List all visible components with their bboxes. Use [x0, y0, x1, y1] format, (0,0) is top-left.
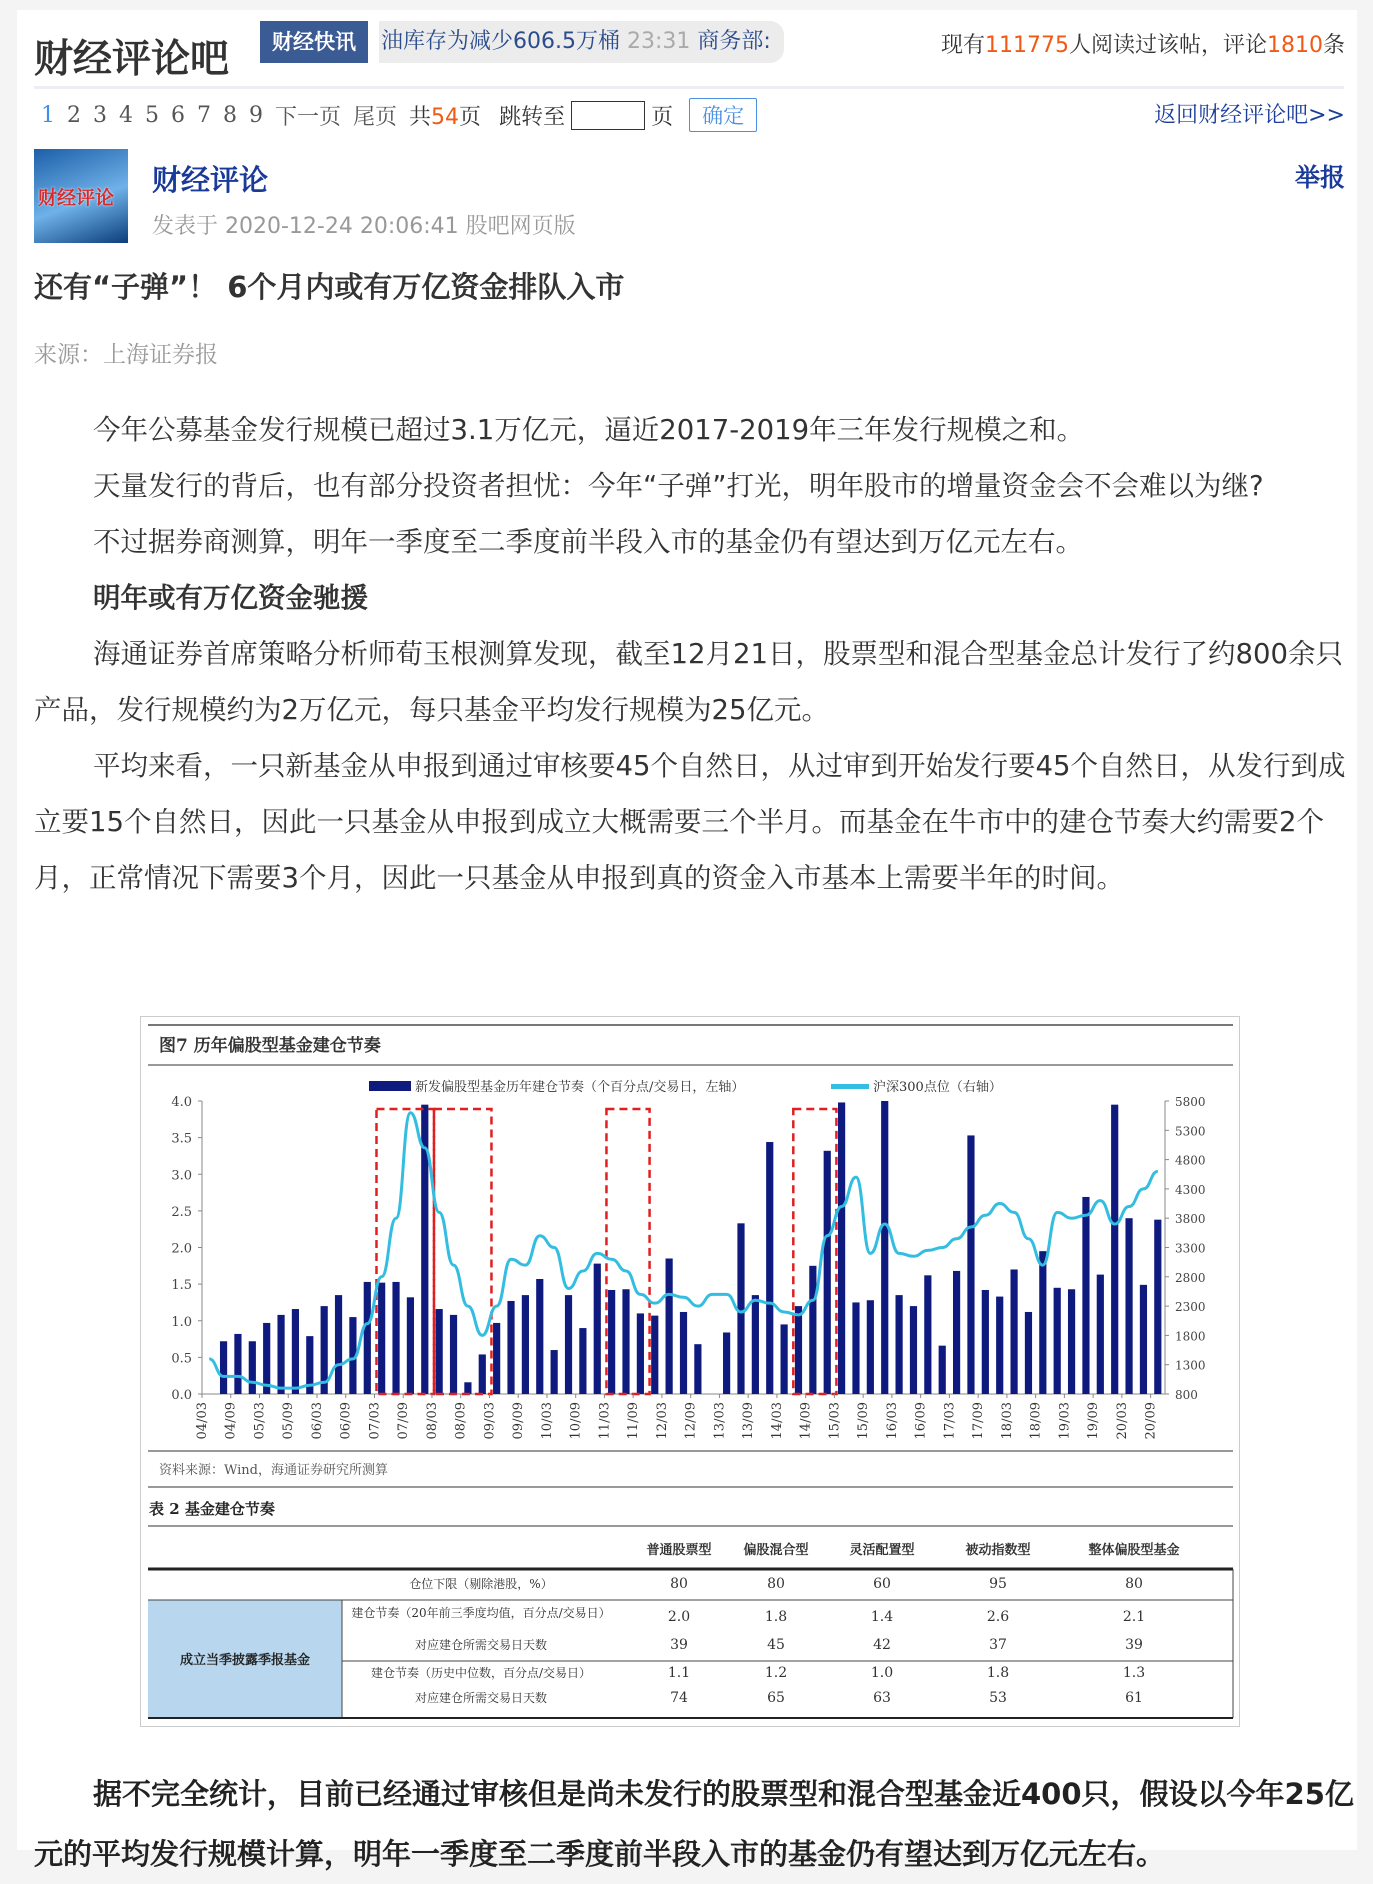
next-page-link[interactable]: 下一页 — [275, 104, 342, 130]
bar — [622, 1289, 629, 1394]
bar — [939, 1346, 946, 1394]
ticker-next[interactable]: 商务部: — [697, 29, 771, 54]
paragraph: 据不完全统计，目前已经通过审核但是尚未发行的股票型和混合型基金近400只，假设以今年25亿元的平均发行规模计算，明年一季度至二季度前半段入市的基金仍有望达到万亿元左右。 — [34, 1777, 1354, 1871]
y-right-tick-label: 3300 — [1175, 1241, 1206, 1256]
table-cell: 1.8 — [764, 1609, 788, 1625]
bar — [450, 1315, 457, 1394]
bar — [1054, 1288, 1061, 1394]
bar — [464, 1382, 471, 1394]
x-tick-label: 05/03 — [252, 1402, 268, 1440]
y-right-tick-label: 4300 — [1175, 1182, 1206, 1197]
legend-line-swatch — [831, 1084, 869, 1089]
x-tick-label: 11/09 — [626, 1402, 642, 1440]
y-right-tick-label: 3800 — [1175, 1212, 1206, 1227]
y-left-tick-label: 3.5 — [171, 1131, 192, 1147]
x-tick-label: 07/03 — [367, 1402, 383, 1440]
table-cell: 61 — [1125, 1690, 1143, 1706]
avatar[interactable] — [34, 149, 128, 243]
stats-mid: 人阅读过该帖，评论 — [1068, 33, 1267, 58]
read-stats — [941, 28, 1345, 59]
page-link-9[interactable]: 9 — [249, 102, 263, 128]
page-link-5[interactable]: 5 — [145, 102, 159, 128]
table-cell: 39 — [670, 1637, 688, 1653]
x-tick-label: 09/09 — [511, 1402, 527, 1440]
table-row-label: 仓位下限（剔除港股，%） — [409, 1577, 553, 1591]
x-tick-label: 07/09 — [396, 1402, 412, 1440]
bar — [551, 1350, 558, 1394]
table-cell: 45 — [767, 1637, 785, 1653]
bar — [536, 1279, 543, 1394]
bar — [795, 1306, 802, 1394]
bar — [277, 1315, 284, 1394]
post-page — [17, 10, 1357, 1871]
table-cell: 1.8 — [986, 1665, 1010, 1681]
bar — [1082, 1197, 1089, 1394]
bar — [752, 1295, 759, 1394]
page-link-7[interactable]: 7 — [197, 102, 211, 128]
bar — [1039, 1251, 1046, 1394]
x-tick-label: 08/03 — [424, 1402, 440, 1440]
table-row-label: 建仓节奏（历史中位数，百分点/交易日） — [370, 1666, 592, 1680]
table-cell: 65 — [767, 1690, 785, 1706]
legend-line-label: 沪深300点位（右轴） — [873, 1080, 1002, 1095]
bar — [996, 1297, 1003, 1394]
post-source: 来源：上海证券报 — [34, 342, 218, 368]
x-tick-label: 17/09 — [971, 1402, 987, 1440]
x-tick-label: 10/03 — [539, 1402, 555, 1440]
y-right-tick-label: 5300 — [1175, 1124, 1206, 1139]
bar — [680, 1312, 687, 1394]
bar — [694, 1344, 701, 1394]
bar — [838, 1102, 845, 1394]
table-cell: 53 — [989, 1690, 1007, 1706]
page-link-8[interactable]: 8 — [223, 102, 237, 128]
bar — [608, 1290, 615, 1394]
table-cell: 80 — [670, 1576, 688, 1592]
bar — [852, 1302, 859, 1394]
x-tick-label: 08/09 — [453, 1402, 469, 1440]
chart-image — [140, 1016, 1240, 1727]
bar — [392, 1282, 399, 1394]
bar — [723, 1332, 730, 1394]
bar — [594, 1264, 601, 1394]
table-cell: 2.1 — [1122, 1609, 1146, 1625]
bar — [1010, 1269, 1017, 1394]
table-cell: 1.3 — [1122, 1665, 1146, 1681]
bar — [982, 1290, 989, 1394]
comment-count: 1810 — [1266, 33, 1323, 58]
bar — [809, 1266, 816, 1394]
bar — [364, 1282, 371, 1394]
bar — [436, 1309, 443, 1394]
x-tick-label: 20/09 — [1143, 1402, 1159, 1440]
bar — [896, 1295, 903, 1394]
total-pages: 共54页 — [409, 104, 482, 130]
bar — [781, 1324, 788, 1394]
x-tick-label: 18/03 — [999, 1402, 1015, 1440]
bar — [1068, 1289, 1075, 1394]
bar — [1154, 1220, 1161, 1394]
table-cell: 63 — [873, 1690, 891, 1706]
bar — [1025, 1312, 1032, 1394]
x-tick-label: 06/09 — [338, 1402, 354, 1440]
stats-suffix: 条 — [1322, 33, 1345, 58]
table-column-header: 灵活配置型 — [849, 1543, 915, 1558]
bar — [579, 1328, 586, 1394]
bar — [766, 1142, 773, 1394]
stats-prefix: 现有 — [940, 33, 985, 58]
legend-bar-label: 新发偏股型基金历年建仓节奏（个百分点/交易日，左轴） — [415, 1080, 745, 1095]
bar — [234, 1334, 241, 1394]
paragraph: 今年公募基金发行规模已超过3.1万亿元，逼近2017-2019年三年发行规模之和。 — [93, 414, 1085, 446]
table-title: 表 2 基金建仓节奏 — [149, 1500, 275, 1518]
chart-svg — [141, 1017, 1241, 1728]
page-link-4[interactable]: 4 — [119, 102, 133, 128]
bar — [967, 1135, 974, 1394]
y-right-tick-label: 4800 — [1175, 1153, 1206, 1168]
last-page-link[interactable]: 尾页 — [353, 104, 398, 130]
page-unit: 页 — [651, 104, 674, 130]
table-cell: 80 — [1125, 1576, 1143, 1592]
x-tick-label: 10/09 — [568, 1402, 584, 1440]
x-tick-label: 20/03 — [1114, 1402, 1130, 1440]
table-column-header: 被动指数型 — [965, 1543, 1031, 1558]
bar — [666, 1258, 673, 1394]
y-right-tick-label: 2300 — [1175, 1300, 1206, 1315]
y-right-tick-label: 1300 — [1175, 1358, 1206, 1373]
y-left-tick-label: 1.5 — [171, 1278, 192, 1294]
ticker-time: 23:31 — [626, 29, 691, 54]
x-tick-label: 11/03 — [597, 1402, 613, 1440]
x-tick-label: 19/03 — [1057, 1402, 1073, 1440]
bar — [522, 1295, 529, 1394]
page-link-1[interactable]: 1 — [41, 102, 55, 128]
news-flash-badge[interactable]: 财经快讯 — [260, 21, 368, 63]
table-cell: 1.4 — [870, 1609, 894, 1625]
bar — [1125, 1218, 1132, 1394]
table-cell: 37 — [989, 1637, 1007, 1653]
back-to-forum-link[interactable]: 返回财经评论吧>> — [1154, 103, 1345, 128]
table-column-header: 整体偏股型基金 — [1088, 1543, 1180, 1558]
table-column-header: 普通股票型 — [646, 1543, 712, 1558]
bar — [378, 1283, 385, 1394]
jump-label: 跳转至 — [499, 104, 566, 130]
confirm-button[interactable]: 确定 — [689, 98, 757, 132]
x-tick-label: 12/03 — [654, 1402, 670, 1440]
table-row-label: 建仓节奏（20年前三季度均值，百分点/交易日） — [351, 1606, 611, 1620]
bar — [335, 1295, 342, 1394]
bar — [924, 1275, 931, 1394]
x-tick-label: 05/09 — [281, 1402, 297, 1440]
bar — [910, 1306, 917, 1394]
table-row-label: 对应建仓所需交易日天数 — [414, 1638, 548, 1652]
x-tick-label: 15/09 — [856, 1402, 872, 1440]
bar — [953, 1271, 960, 1394]
page-link-2[interactable]: 2 — [67, 102, 81, 128]
bar — [479, 1354, 486, 1394]
x-tick-label: 06/03 — [309, 1402, 325, 1440]
x-tick-label: 04/09 — [223, 1402, 239, 1440]
ticker-text[interactable]: 油库存为减少606.5万桶 — [381, 29, 620, 54]
bar — [881, 1101, 888, 1394]
x-tick-label: 04/03 — [195, 1402, 210, 1440]
paragraph: 不过据券商测算，明年一季度至二季度前半段入市的基金仍有望达到万亿元左右。 — [93, 526, 1083, 558]
y-left-tick-label: 2.5 — [171, 1204, 192, 1220]
paragraph: 海通证券首席策略分析师荀玉根测算发现，截至12月21日，股票型和混合型基金总计发行了约800余只产品，发行规模约为2万亿元，每只基金平均发行规模为25亿元。 — [34, 638, 1343, 726]
post-body-continued — [34, 1764, 1354, 1884]
bar — [407, 1297, 414, 1394]
x-tick-label: 18/09 — [1028, 1402, 1044, 1440]
y-left-tick-label: 0.0 — [171, 1388, 192, 1403]
news-ticker[interactable] — [379, 21, 784, 63]
y-right-tick-label: 5800 — [1175, 1095, 1206, 1109]
paragraph: 平均来看，一只新基金从申报到通过审核要45个自然日，从过审到开始发行要45个自然日，从发行到成立要15个自然日，因此一只基金从申报到成立大概需要三个半月。而基金在牛市中的建仓节奏大约需要2个月，正常情况下需要3个月，因此一只基金从申报到真的资金入市基本上需要半年的时间。 — [34, 750, 1346, 894]
table-cell: 2.6 — [986, 1609, 1010, 1625]
bar — [249, 1341, 256, 1394]
bar — [824, 1151, 831, 1394]
table-cell: 74 — [670, 1690, 688, 1706]
chart-title: 图7 历年偏股型基金建仓节奏 — [159, 1036, 381, 1056]
bar — [867, 1300, 874, 1394]
table-cell: 60 — [873, 1576, 891, 1592]
read-count: 111775 — [984, 33, 1069, 58]
page-link-6[interactable]: 6 — [171, 102, 185, 128]
table-cell: 39 — [1125, 1637, 1143, 1653]
legend-bar-swatch — [369, 1081, 411, 1091]
avatar-logo-text: 财经评论 — [38, 187, 115, 209]
y-left-tick-label: 2.0 — [171, 1241, 192, 1257]
paragraph: 天量发行的背后，也有部分投资者担忧：今年“子弹”打光，明年股市的增量资金会不会难以为继? — [93, 470, 1264, 502]
post-headline: 还有“子弹”！ 6个月内或有万亿资金排队入市 — [34, 270, 625, 304]
x-tick-label: 09/03 — [482, 1402, 498, 1440]
jump-page-input[interactable] — [571, 101, 645, 130]
bar — [1140, 1285, 1147, 1394]
pagination — [41, 98, 757, 132]
bar — [263, 1323, 270, 1394]
post-body — [34, 402, 1354, 906]
y-left-tick-label: 1.0 — [171, 1314, 192, 1330]
table-cell: 95 — [989, 1576, 1007, 1592]
x-tick-label: 16/03 — [884, 1402, 900, 1440]
report-link[interactable]: 举报 — [1294, 163, 1345, 192]
table-cell: 80 — [767, 1576, 785, 1592]
bar — [737, 1223, 744, 1394]
x-tick-label: 15/03 — [827, 1402, 843, 1440]
y-left-tick-label: 4.0 — [171, 1095, 192, 1110]
x-tick-label: 13/09 — [741, 1402, 757, 1440]
bar — [637, 1313, 644, 1394]
y-right-tick-label: 800 — [1175, 1388, 1198, 1402]
table-cell: 42 — [873, 1637, 891, 1653]
x-tick-label: 14/03 — [769, 1402, 785, 1440]
x-tick-label: 12/09 — [683, 1402, 699, 1440]
table-cell: 1.0 — [870, 1665, 894, 1681]
bar — [651, 1316, 658, 1394]
x-tick-label: 14/09 — [798, 1402, 814, 1440]
bar — [507, 1301, 514, 1394]
table-row-label: 对应建仓所需交易日天数 — [414, 1691, 548, 1705]
bar — [292, 1309, 299, 1394]
bar — [1097, 1275, 1104, 1394]
x-tick-label: 19/09 — [1086, 1402, 1102, 1440]
bar — [220, 1341, 227, 1394]
y-right-tick-label: 2800 — [1175, 1270, 1206, 1285]
bar — [565, 1295, 572, 1394]
author-name[interactable]: 财经评论 — [152, 163, 269, 197]
subheading: 明年或有万亿资金驰援 — [93, 582, 368, 614]
bar — [493, 1323, 500, 1394]
table-cell: 1.1 — [667, 1665, 691, 1681]
table-cell: 2.0 — [667, 1609, 691, 1625]
table-column-header: 偏股混合型 — [743, 1543, 809, 1558]
bar — [1111, 1105, 1118, 1394]
divider — [34, 86, 1344, 89]
table-cell: 1.2 — [764, 1665, 788, 1681]
chart-source-note: 资料来源：Wind，海通证券研究所测算 — [159, 1463, 388, 1478]
table-group-label: 成立当季披露季报基金 — [179, 1653, 311, 1668]
page-numbers — [41, 103, 275, 128]
y-right-tick-label: 1800 — [1175, 1329, 1206, 1344]
page-link-3[interactable]: 3 — [93, 102, 107, 128]
x-tick-label: 13/03 — [712, 1402, 728, 1440]
x-tick-label: 16/09 — [913, 1402, 929, 1440]
post-meta: 发表于 2020-12-24 20:06:41 股吧网页版 — [152, 214, 576, 239]
y-left-tick-label: 3.0 — [171, 1168, 192, 1184]
x-tick-label: 17/03 — [942, 1402, 958, 1440]
y-left-tick-label: 0.5 — [171, 1351, 192, 1367]
forum-title[interactable]: 财经评论吧 — [34, 37, 230, 82]
